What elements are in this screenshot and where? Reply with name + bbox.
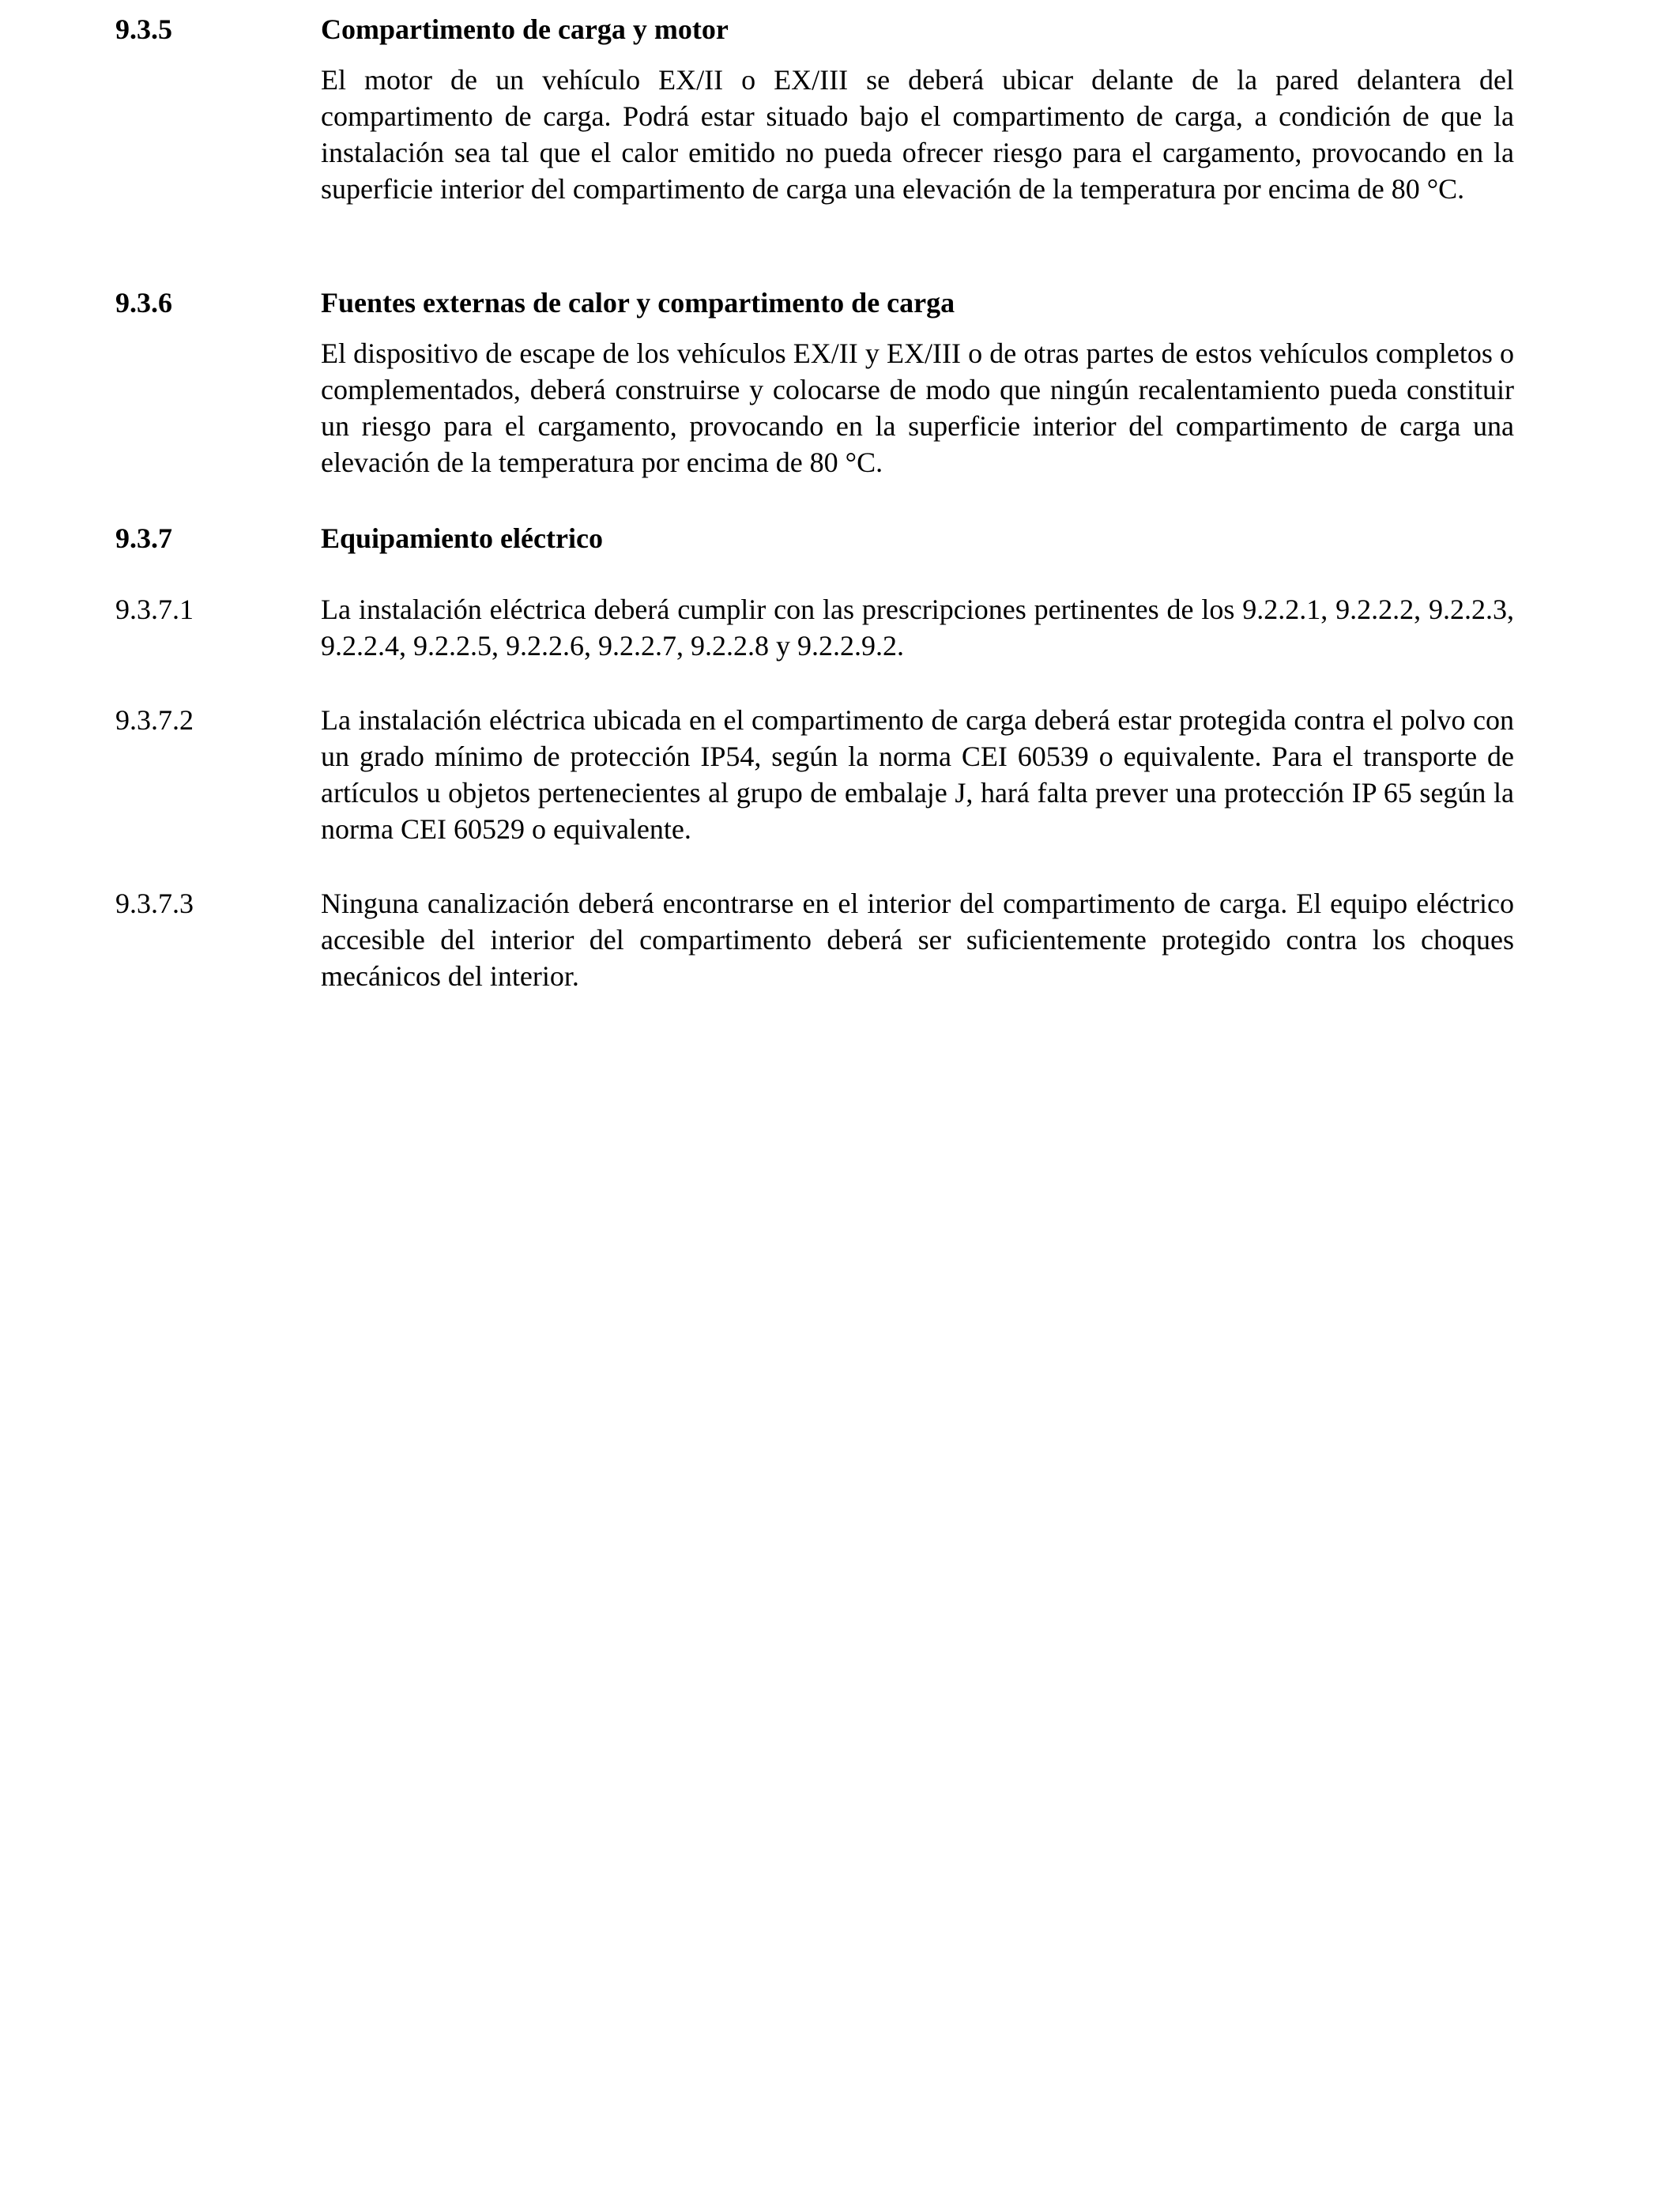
section-title: Compartimento de carga y motor xyxy=(321,13,729,45)
section-paragraph: El motor de un vehículo EX/II o EX/III se deberá ubicar delante de la pared delantera del compartimento de carga. Podrá estar situado bajo el compartimento de carga, a condición de que la instalación sea tal que el calor emitido no pueda ofrecer riesgo para el cargamento, provocando en la superficie interior del compartimento de carga una elevación de la temperatura por encima de 80 °C. xyxy=(321,64,1514,205)
subsection-number: 9.3.7.3 xyxy=(115,888,194,919)
subsection-paragraph: La instalación eléctrica ubicada en el compartimento de carga deberá estar protegida contra el polvo con un grado mínimo de protección IP54, según la norma CEI 60539 o equivalente. Para el transporte de artículos u objetos pertenecientes al grupo de embalaje J, hará falta prever una protección IP 65 según la norma CEI 60529 o equivalente. xyxy=(321,704,1514,845)
subsection-number: 9.3.7.2 xyxy=(115,704,194,736)
section-title: Equipamiento eléctrico xyxy=(321,522,603,554)
section-number: 9.3.7 xyxy=(115,522,172,554)
subsection-number: 9.3.7.1 xyxy=(115,594,194,625)
subsection-paragraph: La instalación eléctrica deberá cumplir con las prescripciones pertinentes de los 9.2.2.1, 9.2.2.2, 9.2.2.3, 9.2.2.4, 9.2.2.5, 9.2.2.6, 9.2.2.7, 9.2.2.8 y 9.2.2.9.2. xyxy=(321,594,1514,662)
section-title: Fuentes externas de calor y compartimento de carga xyxy=(321,287,955,319)
section-paragraph: El dispositivo de escape de los vehículos EX/II y EX/III o de otras partes de estos vehículos completos o complementados, deberá construirse y colocarse de modo que ningún recalentamiento pueda constituir un riesgo para el cargamento, provocando en la superficie interior del compartimento de carga una elevación de la temperatura por encima de 80 °C. xyxy=(321,337,1514,478)
section-number: 9.3.5 xyxy=(115,13,172,45)
subsection-paragraph: Ninguna canalización deberá encontrarse en el interior del compartimento de carga. El equipo eléctrico accesible del interior del compartimento deberá ser suficientemente protegido contra los choques mecánicos del interior. xyxy=(321,888,1514,992)
section-number: 9.3.6 xyxy=(115,287,172,319)
